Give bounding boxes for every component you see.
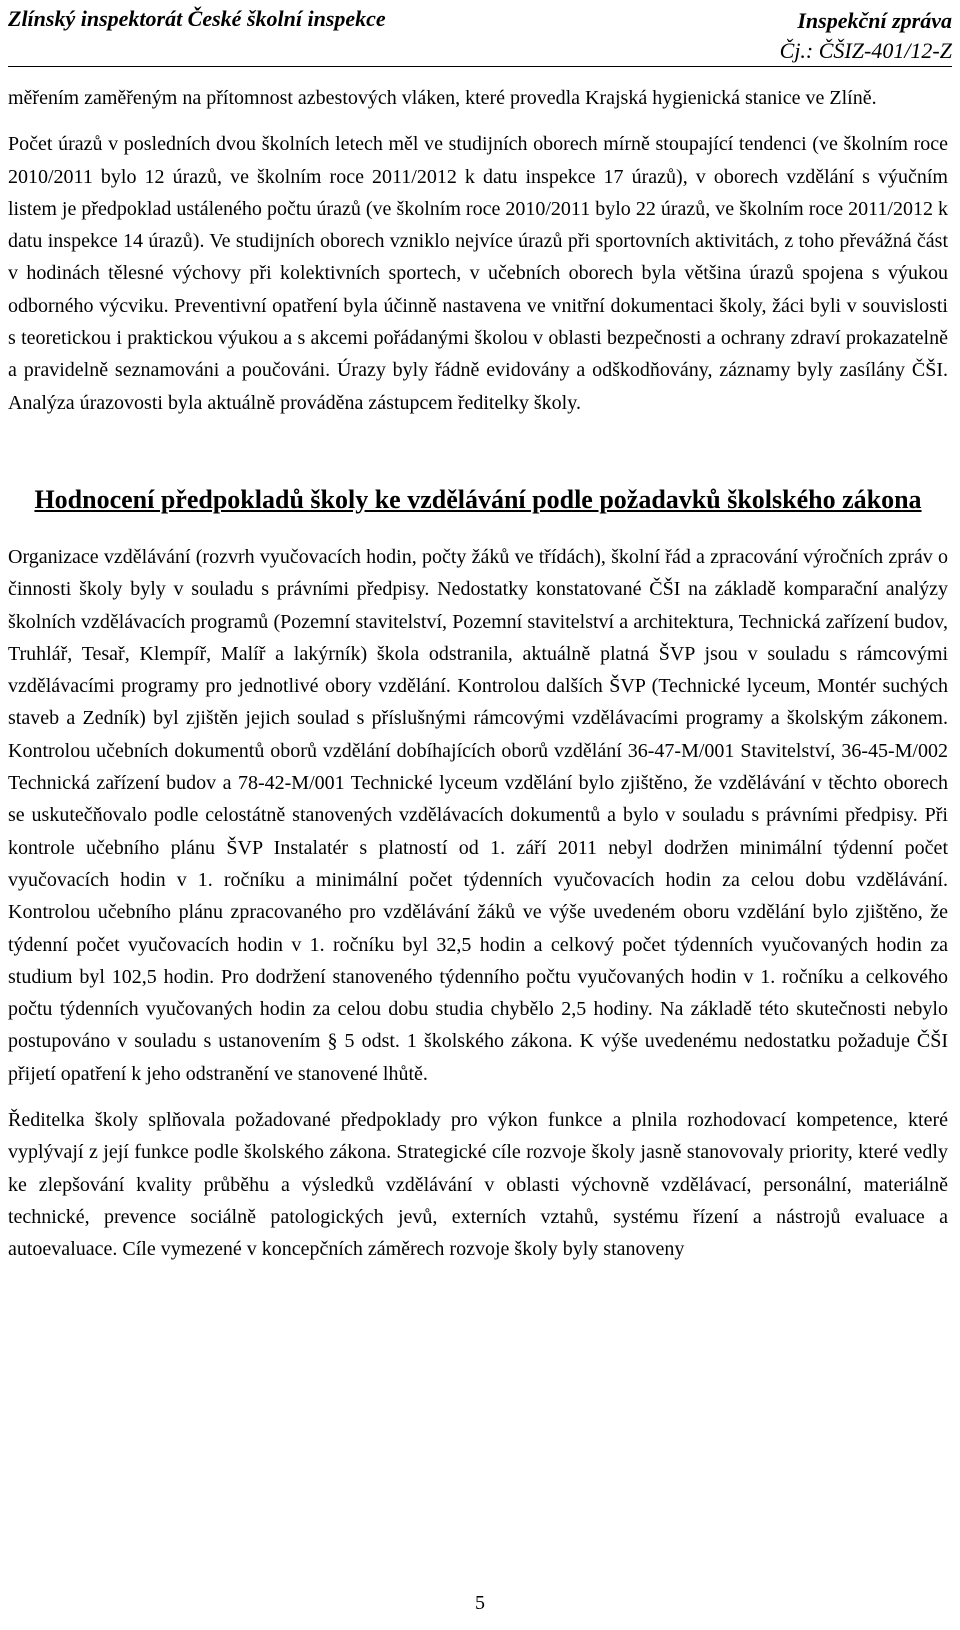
paragraph-director: Ředitelka školy splňovala požadované předpoklady pro výkon funkce a plnila rozhodovací kompetence, které vyplývají z její funkce podle školského zákona. Strategické cíle rozvoje školy jasně stanovovaly priority, které vedly ke zlepšování kvality průběhu a výsledků vzdělávání v oblasti výchovně vzdělávací, personální, materiálně technické, prevence sociálně patologických jevů, externích vztahů, systému řízení a nástrojů evaluace a autoevaluace. Cíle vymezené v koncepčních záměrech rozvoje školy byly stanoveny xyxy=(8,1109,948,1261)
section-heading: Hodnocení předpokladů školy ke vzdělávání podle požadavků školského zákona xyxy=(34,484,922,514)
paragraph-injuries: Počet úrazů v posledních dvou školních letech měl ve studijních oborech mírně stoupající tendenci (ve školním roce 2010/2011 bylo 12 úrazů, ve školním roce 2011/2012 k datu inspekce 17 úrazů), v oborech vzdělání s výučním listem je předpoklad ustáleného počtu úrazů (ve školním roce 2010/2011 bylo 22 úrazů, ve školním roce 2011/2012 k datu inspekce 14 úrazů). Ve studijních oborech vzniklo nejvíce úrazů při sportovních aktivitách, z toho převážná část v hodinách tělesné výchovy při kolektivních sportech, v učebních oborech byla většina úrazů spojena s výukou odborného výcviku. Preventivní opatření byla účinně nastavena ve vnitřní dokumentaci školy, žáci byli v souvislosti s teoretickou i praktickou výukou a s akcemi pořádanými školou v oblasti bezpečnosti a ochrany zdraví prokazatelně a pravidelně seznamováni a poučováni. Úrazy byly řádně evidovány a odškodňovány, záznamy byly zasílány ČŠI. Analýza úrazovosti byla aktuálně prováděna zástupcem ředitelky školy. xyxy=(8,133,948,414)
header-report-title: Inspekční zpráva xyxy=(797,8,952,33)
paragraph-organization: Organizace vzdělávání (rozvrh vyučovacích hodin, počty žáků ve třídách), školní řád a zpracování výročních zpráv o činnosti školy byly v souladu s právními předpisy. Nedostatky konstatované ČŠI na základě komparační analýzy školních vzdělávacích programů (Pozemní stavitelství, Pozemní stavitelství a architektura, Technická zařízení budov, Truhlář, Tesař, Klempíř, Malíř a lakýrník) škola odstranila, aktuálně platná ŠVP jsou v souladu s rámcovými vzdělávacími programy pro jednotlivé obory vzdělání. Kontrolou dalších ŠVP (Technické lyceum, Montér suchých staveb a Zedník) byl zjištěn jejich soulad s příslušnými rámcovými vzdělávacími programy a školským zákonem. Kontrolou učebních dokumentů oborů vzdělání dobíhajících oborů vzdělání 36-47-M/001 Stavitelství, 36-45-M/002 Technická zařízení budov a 78-42-M/001 Technické lyceum vzdělání bylo zjištěno, že vzdělávání v těchto oborech se uskutečňovalo podle celostátně stanovených vzdělávacích dokumentů a bylo v souladu s právními předpisy. Při kontrole učebního plánu ŠVP Instalatér s platností od 1. září 2011 nebyl dodržen minimální týdenní počet vyučovacích hodin v 1. ročníku a minimální počet týdenních vyučovacích hodin za celou dobu vzdělávání. Kontrolou učebního plánu zpracovaného pro vzdělávání žáků ve výše uvedeném oboru vzdělání bylo zjištěno, že týdenní počet vyučovacích hodin v 1. ročníku byl 32,5 hodin a celkový počet týdenních vyučovaných hodin za studium byl 102,5 hodin. Pro dodržení stanoveného týdenního počtu vyučovaných hodin v 1. ročníku a celkového počtu týdenních vyučovaných hodin za celou dobu studia chybělo 2,5 hodiny. Na základě této skutečnosti nebylo postupováno v souladu s ustanovením § 5 odst. 1 školského zákona. K výše uvedenému nedostatku požaduje ČŠI přijetí opatření k jeho odstranění ve stanovené lhůtě. xyxy=(8,545,948,1085)
paragraph-asbestos: měřením zaměřeným na přítomnost azbestových vláken, které provedla Krajská hygienická stanice ve Zlíně. xyxy=(8,87,877,109)
document-body xyxy=(8,82,948,1266)
header-reference-number: Čj.: ČŠIZ-401/12-Z xyxy=(779,38,952,63)
header-divider xyxy=(8,66,952,67)
header-organization: Zlínský inspektorát České školní inspekce xyxy=(8,6,386,31)
page-number: 5 xyxy=(475,1592,485,1614)
header-right xyxy=(780,6,952,66)
